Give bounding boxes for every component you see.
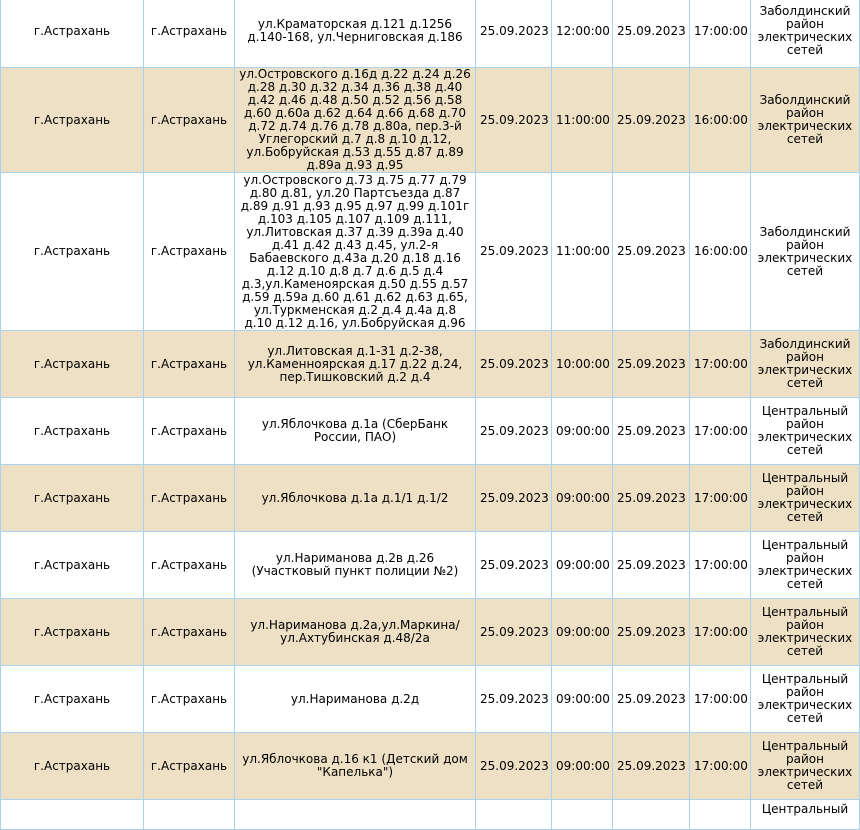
region-cell: г.Астрахань [1, 666, 144, 733]
table-row [1, 465, 860, 532]
city-cell: г.Астрахань [144, 68, 235, 173]
department-cell: Заболдинский район электрических сетей [751, 68, 860, 173]
table-row [1, 398, 860, 465]
start-time-cell: 12:00:00 [552, 0, 613, 68]
region-cell: г.Астрахань [1, 68, 144, 173]
department-cell: Центральный район электрических сетей [751, 465, 860, 532]
end-date-cell: 25.09.2023 [613, 331, 690, 398]
table-row [1, 68, 860, 173]
end-time-cell: 16:00:00 [690, 68, 751, 173]
end-date-cell: 25.09.2023 [613, 733, 690, 800]
address-cell: ул.Нариманова д.2а,ул.Маркина/ ул.Ахтубинская д.48/2а [235, 599, 476, 666]
table-row [1, 0, 860, 68]
department-cell: Заболдинский район электрических сетей [751, 331, 860, 398]
department-cell: Центральный район электрических сетей [751, 599, 860, 666]
region-cell [1, 800, 144, 830]
start-date-cell: 25.09.2023 [476, 532, 552, 599]
address-cell: ул.Литовская д.1-31 д.2-38, ул.Каменноярская д.17 д.22 д.24, пер.Тишковский д.2 д.4 [235, 331, 476, 398]
department-cell: Центральный район электрических сетей [751, 532, 860, 599]
city-cell: г.Астрахань [144, 173, 235, 331]
end-time-cell: 17:00:00 [690, 733, 751, 800]
region-cell: г.Астрахань [1, 599, 144, 666]
table-row [1, 532, 860, 599]
region-cell: г.Астрахань [1, 173, 144, 331]
department-cell: Центральный район электрических сетей [751, 733, 860, 800]
table-row [1, 800, 860, 830]
start-time-cell: 09:00:00 [552, 532, 613, 599]
end-time-cell: 17:00:00 [690, 331, 751, 398]
table-row [1, 331, 860, 398]
address-cell: ул.Нариманова д.2в д.26 (Участковый пункт полиции №2) [235, 532, 476, 599]
end-time-cell: 17:00:00 [690, 398, 751, 465]
region-cell: г.Астрахань [1, 331, 144, 398]
department-cell: Заболдинский район электрических сетей [751, 0, 860, 68]
start-date-cell: 25.09.2023 [476, 173, 552, 331]
address-cell: ул.Нариманова д.2д [235, 666, 476, 733]
start-date-cell: 25.09.2023 [476, 733, 552, 800]
city-cell: г.Астрахань [144, 733, 235, 800]
start-time-cell: 09:00:00 [552, 398, 613, 465]
start-date-cell: 25.09.2023 [476, 331, 552, 398]
table-row [1, 173, 860, 331]
end-time-cell: 17:00:00 [690, 599, 751, 666]
end-date-cell: 25.09.2023 [613, 68, 690, 173]
city-cell: г.Астрахань [144, 532, 235, 599]
start-date-cell: 25.09.2023 [476, 398, 552, 465]
city-cell: г.Астрахань [144, 0, 235, 68]
table-row [1, 666, 860, 733]
start-date-cell: 25.09.2023 [476, 599, 552, 666]
end-date-cell: 25.09.2023 [613, 398, 690, 465]
city-cell: г.Астрахань [144, 666, 235, 733]
end-time-cell [690, 800, 751, 830]
end-time-cell: 17:00:00 [690, 532, 751, 599]
start-date-cell: 25.09.2023 [476, 465, 552, 532]
address-cell [235, 800, 476, 830]
address-cell: ул.Краматорская д.121 д.1256 д.140-168, ул.Черниговская д.186 [235, 0, 476, 68]
end-date-cell: 25.09.2023 [613, 173, 690, 331]
city-cell [144, 800, 235, 830]
region-cell: г.Астрахань [1, 0, 144, 68]
address-cell: ул.Островского д.16д д.22 д.24 д.26 д.28 д.30 д.32 д.34 д.36 д.38 д.40 д.42 д.46 д.48 д.50 д.52 д.56 д.58 д.60 д.60а д.62 д.64 д.66 д.68 д.70 д.72 д.74 д.76 д.78 д.80а, пер.3-й Углегорский д.7 д.8 д.10 д.12, ул.Бобруйская д.53 д.55 д.87 д.89 д.89а д.93 д.95 [235, 68, 476, 173]
start-time-cell: 09:00:00 [552, 666, 613, 733]
city-cell: г.Астрахань [144, 465, 235, 532]
end-date-cell: 25.09.2023 [613, 599, 690, 666]
end-date-cell: 25.09.2023 [613, 465, 690, 532]
start-time-cell: 09:00:00 [552, 733, 613, 800]
city-cell: г.Астрахань [144, 398, 235, 465]
department-cell: Центральный район электрических сетей [751, 666, 860, 733]
address-cell: ул.Островского д.73 д.75 д.77 д.79 д.80 д.81, ул.20 Партсъезда д.87 д.89 д.91 д.93 д.95 д.97 д.99 д.101г д.103 д.105 д.107 д.109 д.111, ул.Литовская д.37 д.39 д.39а д.40 д.41 д.42 д.43 д.45, ул.2-я Бабаевского д.43а д.20 д.18 д.16 д.12 д.10 д.8 д.7 д.6 д.5 д.4 д.3,ул.Каменоярская д.50 д.55 д.57 д.59 д.59а д.60 д.61 д.62 д.63 д.65, ул.Туркменская д.2 д.4 д.4а д.8 д.10 д.12 д.16, ул.Бобруйская д.96 [235, 173, 476, 331]
start-time-cell: 11:00:00 [552, 68, 613, 173]
end-date-cell: 25.09.2023 [613, 0, 690, 68]
start-date-cell: 25.09.2023 [476, 666, 552, 733]
address-cell: ул.Яблочкова д.1а (СберБанк России, ПАО) [235, 398, 476, 465]
end-time-cell: 16:00:00 [690, 173, 751, 331]
end-date-cell: 25.09.2023 [613, 532, 690, 599]
address-cell: ул.Яблочкова д.1а д.1/1 д.1/2 [235, 465, 476, 532]
city-cell: г.Астрахань [144, 331, 235, 398]
start-time-cell: 11:00:00 [552, 173, 613, 331]
start-time-cell: 10:00:00 [552, 331, 613, 398]
department-cell: Центральный [751, 800, 860, 830]
start-time-cell: 09:00:00 [552, 465, 613, 532]
region-cell: г.Астрахань [1, 733, 144, 800]
start-date-cell [476, 800, 552, 830]
region-cell: г.Астрахань [1, 465, 144, 532]
table-row [1, 599, 860, 666]
department-cell: Центральный район электрических сетей [751, 398, 860, 465]
region-cell: г.Астрахань [1, 532, 144, 599]
department-cell: Заболдинский район электрических сетей [751, 173, 860, 331]
region-cell: г.Астрахань [1, 398, 144, 465]
address-cell: ул.Яблочкова д.16 к1 (Детский дом "Капелька") [235, 733, 476, 800]
start-time-cell: 09:00:00 [552, 599, 613, 666]
city-cell: г.Астрахань [144, 599, 235, 666]
end-time-cell: 17:00:00 [690, 0, 751, 68]
end-date-cell [613, 800, 690, 830]
start-date-cell: 25.09.2023 [476, 0, 552, 68]
end-time-cell: 17:00:00 [690, 666, 751, 733]
end-date-cell: 25.09.2023 [613, 666, 690, 733]
end-time-cell: 17:00:00 [690, 465, 751, 532]
start-time-cell [552, 800, 613, 830]
start-date-cell: 25.09.2023 [476, 68, 552, 173]
table-row [1, 733, 860, 800]
